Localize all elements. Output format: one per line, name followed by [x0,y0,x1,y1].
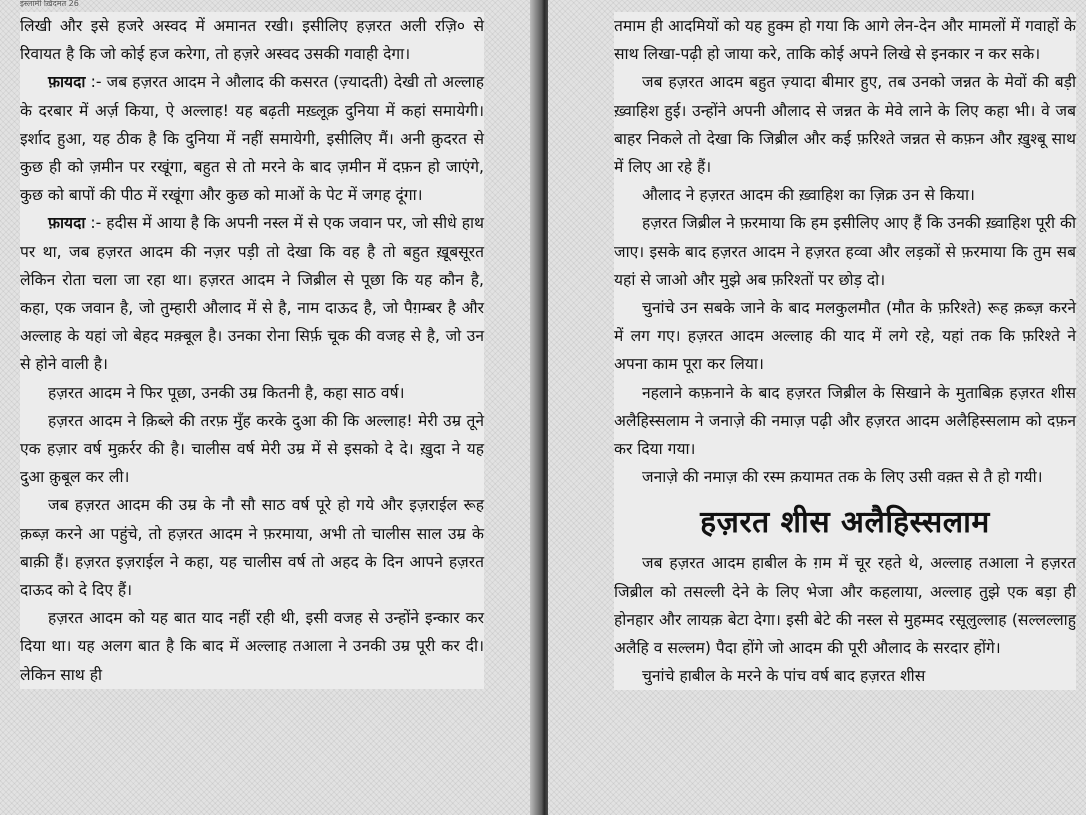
right-page [548,0,1086,815]
paragraph: नहलाने कफ़नाने के बाद हज़रत जिब्रील के सिखाने के मुताबिक़ हज़रत शीस अलैहिस्सलाम ने जनाज़े की नमाज़ पढ़ी और हज़रत आदम अलैहिस्सलाम को दफ़न कर दिया गया। [614,383,1076,459]
lead-word: फ़ायदा [48,214,86,233]
chapter-heading: हज़रत शीस अलैहिस्सलाम [700,505,990,541]
paragraph: हज़रत आदम ने फिर पूछा, उनकी उम्र कितनी है, कहा साठ वर्ष। [48,383,405,402]
paragraph: औलाद ने हज़रत आदम की ख़्वाहिश का ज़िक्र उन से किया। [642,186,975,205]
paragraph: जनाज़े की नमाज़ की रस्म क़यामत तक के लिए उसी वक़्त से तै हो गयी। [642,468,1043,487]
paragraph: चुनांचे हाबील के मरने के पांच वर्ष बाद हज़रत शीस [642,667,926,686]
right-page-text [614,12,1076,690]
paragraph: हज़रत आदम ने क़िब्ले की तरफ़ मुँह करके दुआ की कि अल्लाह! मेरी उम्र तूने एक हज़ार वर्ष मुक़र्रर की है। चालीस वर्ष मेरी उम्र में से इसको दे दे। ख़ुदा ने यह दुआ क़ुबूल कर ली। [20,411,484,487]
paragraph: जब हज़रत आदम बहुत ज़्यादा बीमार हुए, तब उनको जन्नत के मेवों की बड़ी ख़्वाहिश हुई। उन्होंने अपनी औलाद से जन्नत के मेवे लाने के लिए कहा भी। वे जब बाहर निकले तो देखा कि जिब्रील और कई फ़रिश्ते जन्नत से कफ़न और ख़ुश्बू साथ में लिए आ रहे हैं। [614,73,1076,177]
paragraph: फ़ायदा :- हदीस में आया है कि अपनी नस्ल में से एक जवान पर, जो सीधे हाथ पर था, जब हज़रत आदम की नज़र पड़ी तो देखा कि वह है तो बहुत ख़ूबसूरत लेकिन रोता चला जा रहा था। हज़रत आदम ने जिब्रील से पूछा कि यह कौन है, कहा, एक जवान है, जो तुम्हारी औलाद में से है, नाम दाऊद है, जो पैग़म्बर है और अल्लाह के यहां जो बेहद मक़्बूल है। उनका रोना सिर्फ़ चूक की वजह से है, जो उन से होने वाली है। [20,214,484,374]
paragraph: फ़ायदा :- जब हज़रत आदम ने औलाद की कसरत (ज़्यादती) देखी तो अल्लाह के दरबार में अर्ज़ किया, ऐ अल्लाह! यह बढ़ती मख़्लूक़ दुनिया में कहां समायेगी। इर्शाद हुआ, यह ठीक है कि दुनिया में नहीं समायेगी, इसीलिए मैं। अनी क़ुदरत से कुछ ही को ज़मीन पर रखूंगा, बहुत से तो मरने के बाद ज़मीन में दफ़न हो जाएंगे, कुछ को बापों की पीठ में रखूंगा और कुछ को माओं के पेट में जगह दूंगा। [20,73,484,205]
running-header: इस्लामी ख़िदमत 26 [20,0,79,8]
paragraph: जब हज़रत आदम हाबील के ग़म में चूर रहते थे, अल्लाह तआला ने हज़रत जिब्रील को तसल्ली देने के लिए भेजा और कहलाया, अल्लाह तुझे एक बड़ा ही होनहार और लायक़ बेटा देगा। इसी बेटे की नस्ल से मुहम्मद रसूलुल्लाह (सल्लल्लाहु अलैहि व सल्लम) पैदा होंगे जो आदम की पूरी औलाद के सरदार होंगे। [614,554,1076,658]
paragraph: हज़रत आदम को यह बात याद नहीं रही थी, इसी वजह से उन्होंने इन्कार कर दिया था। यह अलग बात है कि बाद में अल्लाह तआला ने उनकी उम्र पूरी कर दी। लेकिन साथ ही [20,609,484,684]
paragraph: चुनांचे उन सबके जाने के बाद मलकुलमौत (मौत के फ़रिश्ते) रूह क़ब्ज़ करने में लग गए। हज़रत आदम अल्लाह की याद में लगे रहे, यहां तक कि फ़रिश्ते ने अपना काम पूरा कर लिया। [614,299,1076,374]
paragraph: जब हज़रत आदम की उम्र के नौ सौ साठ वर्ष पूरे हो गये और इज़राईल रूह क़ब्ज़ करने आ पहुंचे, तो हज़रत आदम ने फ़रमाया, अभी तो चालीस साल उम्र के बाक़ी हैं। हज़रत इज़राईल ने कहा, यह चालीस वर्ष तो अहद के दिन आपने हज़रत दाऊद को दे दिए हैं। [20,496,484,600]
paragraph: लिखी और इसे हजरे अस्वद में अमानत रखी। इसीलिए हज़रत अली रज़ि० से रिवायत है कि जो कोई हज करेगा, तो हज़रे अस्वद उसकी गवाही देगा। [20,17,484,64]
left-page-text [20,12,484,689]
left-page [0,0,538,815]
lead-word: फ़ायदा [48,73,86,92]
paragraph: हज़रत जिब्रील ने फ़रमाया कि हम इसीलिए आए हैं कि उनकी ख़्वाहिश पूरी की जाए। इसके बाद हज़रत आदम ने हज़रत हव्वा और लड़कों से फ़रमाया कि तुम सब यहां से जाओ और मुझे अब फ़रिश्तों पर छोड़ दो। [614,214,1076,289]
paragraph: तमाम ही आदमियों को यह हुक्म हो गया कि आगे लेन-देन और मामलों में गवाहों के साथ लिखा-पढ़ी हो जाया करे, ताकि कोई अपने लिखे से इनकार न कर सके। [614,17,1076,64]
